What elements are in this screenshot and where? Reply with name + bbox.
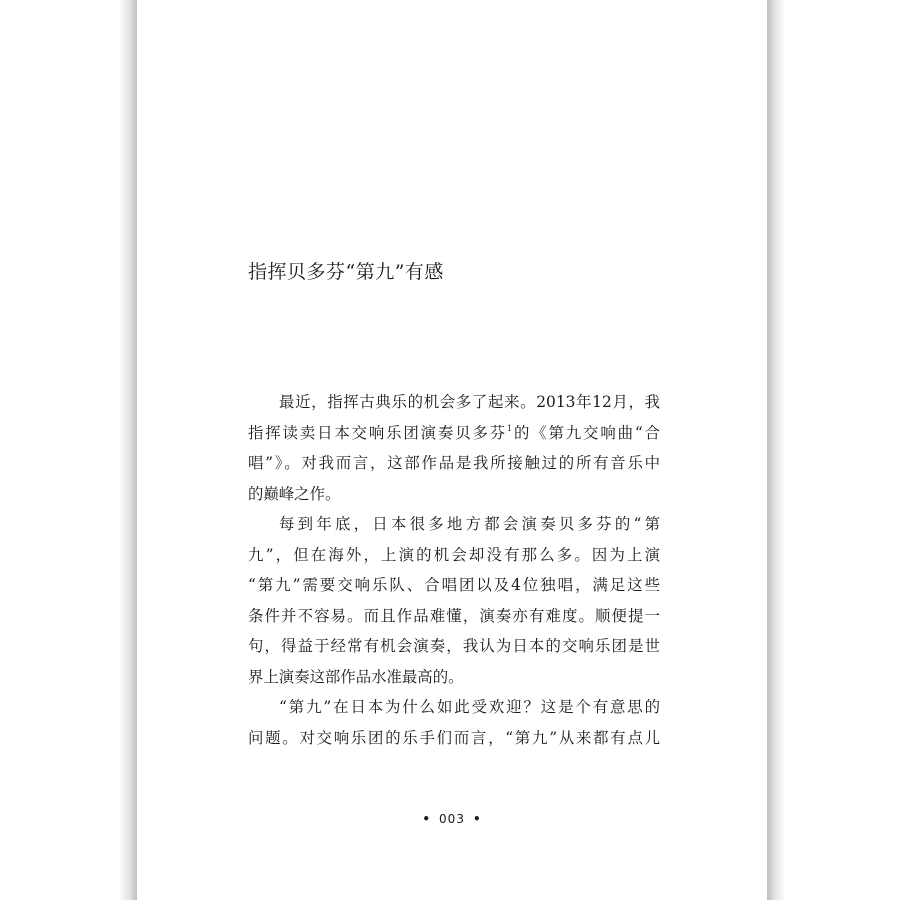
body-text xyxy=(248,387,660,753)
paragraph-2 xyxy=(248,509,660,692)
footnote-marker: 1 xyxy=(507,423,513,433)
text-segment: 的《第九交响曲“合 xyxy=(512,423,660,442)
text-line: 条件并不容易。而且作品难懂，演奏亦有难度。顺便提一 xyxy=(248,606,660,625)
text-line: “第九”需要交响乐队、合唱团以及4位独唱，满足这些 xyxy=(248,576,660,594)
text-line: 唱”》。对我而言，这部作品是我所接触过的所有音乐中 xyxy=(248,454,660,472)
chapter-title: 指挥贝多芬“第九”有感 xyxy=(248,261,444,283)
paragraph-3 xyxy=(248,692,660,753)
page-number: 003 xyxy=(439,812,465,826)
text-line: 问题。对交响乐团的乐手们而言，“第九”从来都有点儿 xyxy=(248,728,660,747)
left-page-shadow xyxy=(118,0,138,900)
text-line: 九”，但在海外，上演的机会却没有那么多。因为上演 xyxy=(248,545,660,564)
text-segment: 指挥读卖日本交响乐团演奏贝多芬 xyxy=(248,423,508,442)
text-line: 每到年底，日本很多地方都会演奏贝多芬的“第 xyxy=(279,515,660,533)
text-line: 的巅峰之作。 xyxy=(248,484,341,503)
text-line: 最近，指挥古典乐的机会多了起来。2013年12月，我 xyxy=(279,393,660,411)
book-page xyxy=(137,0,767,900)
folio-dot-left: • xyxy=(422,812,432,826)
text-line xyxy=(248,418,660,449)
text-line: 句，得益于经常有机会演奏，我认为日本的交响乐团是世 xyxy=(248,637,660,655)
text-line: 界上演奏这部作品水准最高的。 xyxy=(248,667,464,686)
text-line: “第九”在日本为什么如此受欢迎？这是个有意思的 xyxy=(279,698,660,716)
right-page-shadow xyxy=(766,0,786,900)
page-folio xyxy=(137,812,767,826)
paragraph-1 xyxy=(248,387,660,509)
folio-dot-right: • xyxy=(472,812,482,826)
